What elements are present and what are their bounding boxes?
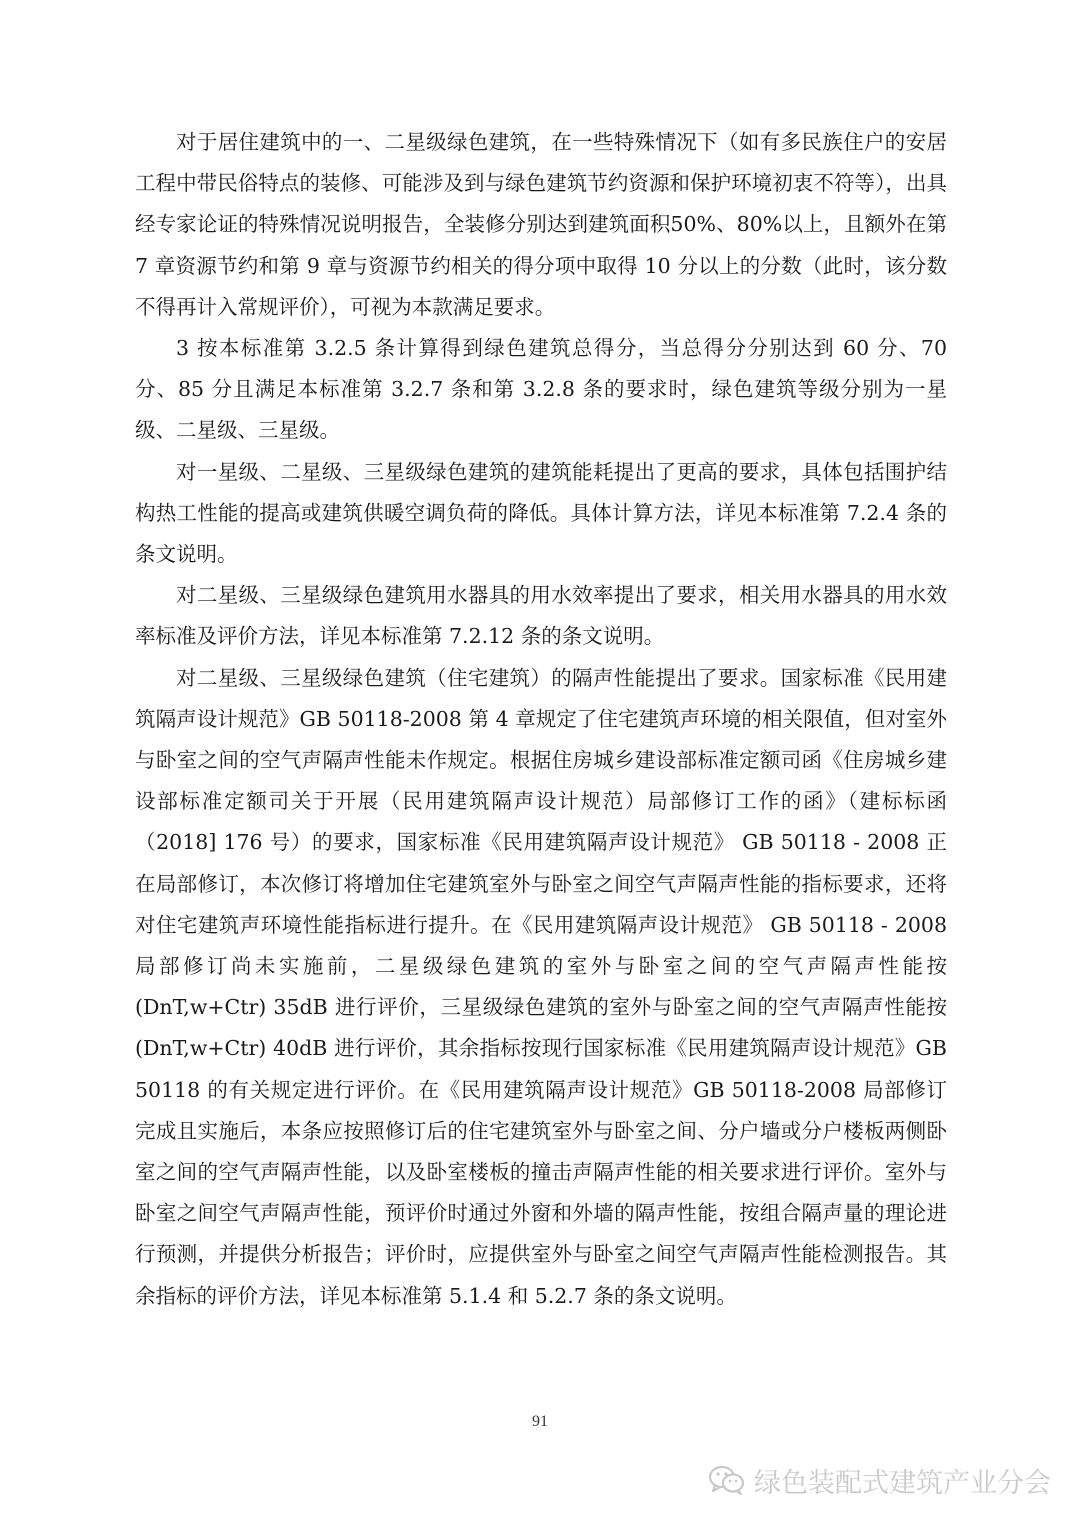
wechat-icon: [708, 1464, 746, 1496]
watermark: [708, 1460, 1051, 1500]
paragraph-4: 对二星级、三星级绿色建筑用水器具的用水效率提出了要求，相关用水器具的用水效率标准及评价方法，详见本标准第 7.2.12 条的条文说明。: [135, 583, 947, 649]
document-body: [135, 122, 947, 1317]
watermark-text: 绿色装配式建筑产业分会: [754, 1467, 1051, 1499]
paragraph-5: 对二星级、三星级绿色建筑（住宅建筑）的隔声性能提出了要求。国家标准《民用建筑隔声设计规范》GB 50118-2008 第 4 章规定了住宅建筑声环境的相关限值，但对室外与卧室之间的空气声隔声性能未作规定。根据住房城乡建设部标准定额司函《住房城乡建设部标准定额司关于开展（民用建筑隔声设计规范）局部修订工作的函》（建标标函（2018] 176 号）的要求，国家标准《民用建筑隔声设计规范》 GB 50118 - 2008 正在局部修订，本次修订将增加住宅建筑室外与卧室之间空气声隔声性能的指标要求，还将对住宅建筑声环境性能指标进行提升。在《民用建筑隔声设计规范》 GB 50118 - 2008 局部修订尚未实施前，二星级绿色建筑的室外与卧室之间的空气声隔声性能按 (DnT,w+Ctr) 35dB 进行评价，三星级绿色建筑的室外与卧室之间的空气声隔声性能按 (DnT,w+Ctr) 40dB 进行评价，其余指标按现行国家标准《民用建筑隔声设计规范》GB 50118 的有关规定进行评价。在《民用建筑隔声设计规范》GB 50118-2008 局部修订完成且实施后，本条应按照修订后的住宅建筑室外与卧室之间、分户墙或分户楼板两侧卧室之间的空气声隔声性能，以及卧室楼板的撞击声隔声性能的相关要求进行评价。室外与卧室之间空气声隔声性能，预评价时通过外窗和外墙的隔声性能，按组合隔声量的理论进行预测，并提供分析报告；评价时，应提供室外与卧室之间空气声隔声性能检测报告。其余指标的评价方法，详见本标准第 5.1.4 和 5.2.7 条的条文说明。: [135, 665, 947, 1308]
paragraph-1: 对于居住建筑中的一、二星级绿色建筑，在一些特殊情况下（如有多民族住户的安居工程中带民俗特点的装修、可能涉及到与绿色建筑节约资源和保护环境初衷不符等），出具经专家论证的特殊情况说明报告，全装修分别达到建筑面积50%、80%以上，且额外在第 7 章资源节约和第 9 章与资源节约相关的得分项中取得 10 分以上的分数（此时，该分数不得再计入常规评价），可视为本款满足要求。: [135, 130, 947, 319]
paragraph-2: 3 按本标准第 3.2.5 条计算得到绿色建筑总得分，当总得分分别达到 60 分、70 分、85 分且满足本标准第 3.2.7 条和第 3.2.8 条的要求时，绿色建筑等级分别为一星级、二星级、三星级。: [135, 336, 947, 443]
page-number: 91: [532, 1413, 548, 1430]
paragraph-3: 对一星级、二星级、三星级绿色建筑的建筑能耗提出了更高的要求，具体包括围护结构热工性能的提高或建筑供暖空调负荷的降低。具体计算方法，详见本标准第 7.2.4 条的条文说明。: [135, 459, 947, 567]
